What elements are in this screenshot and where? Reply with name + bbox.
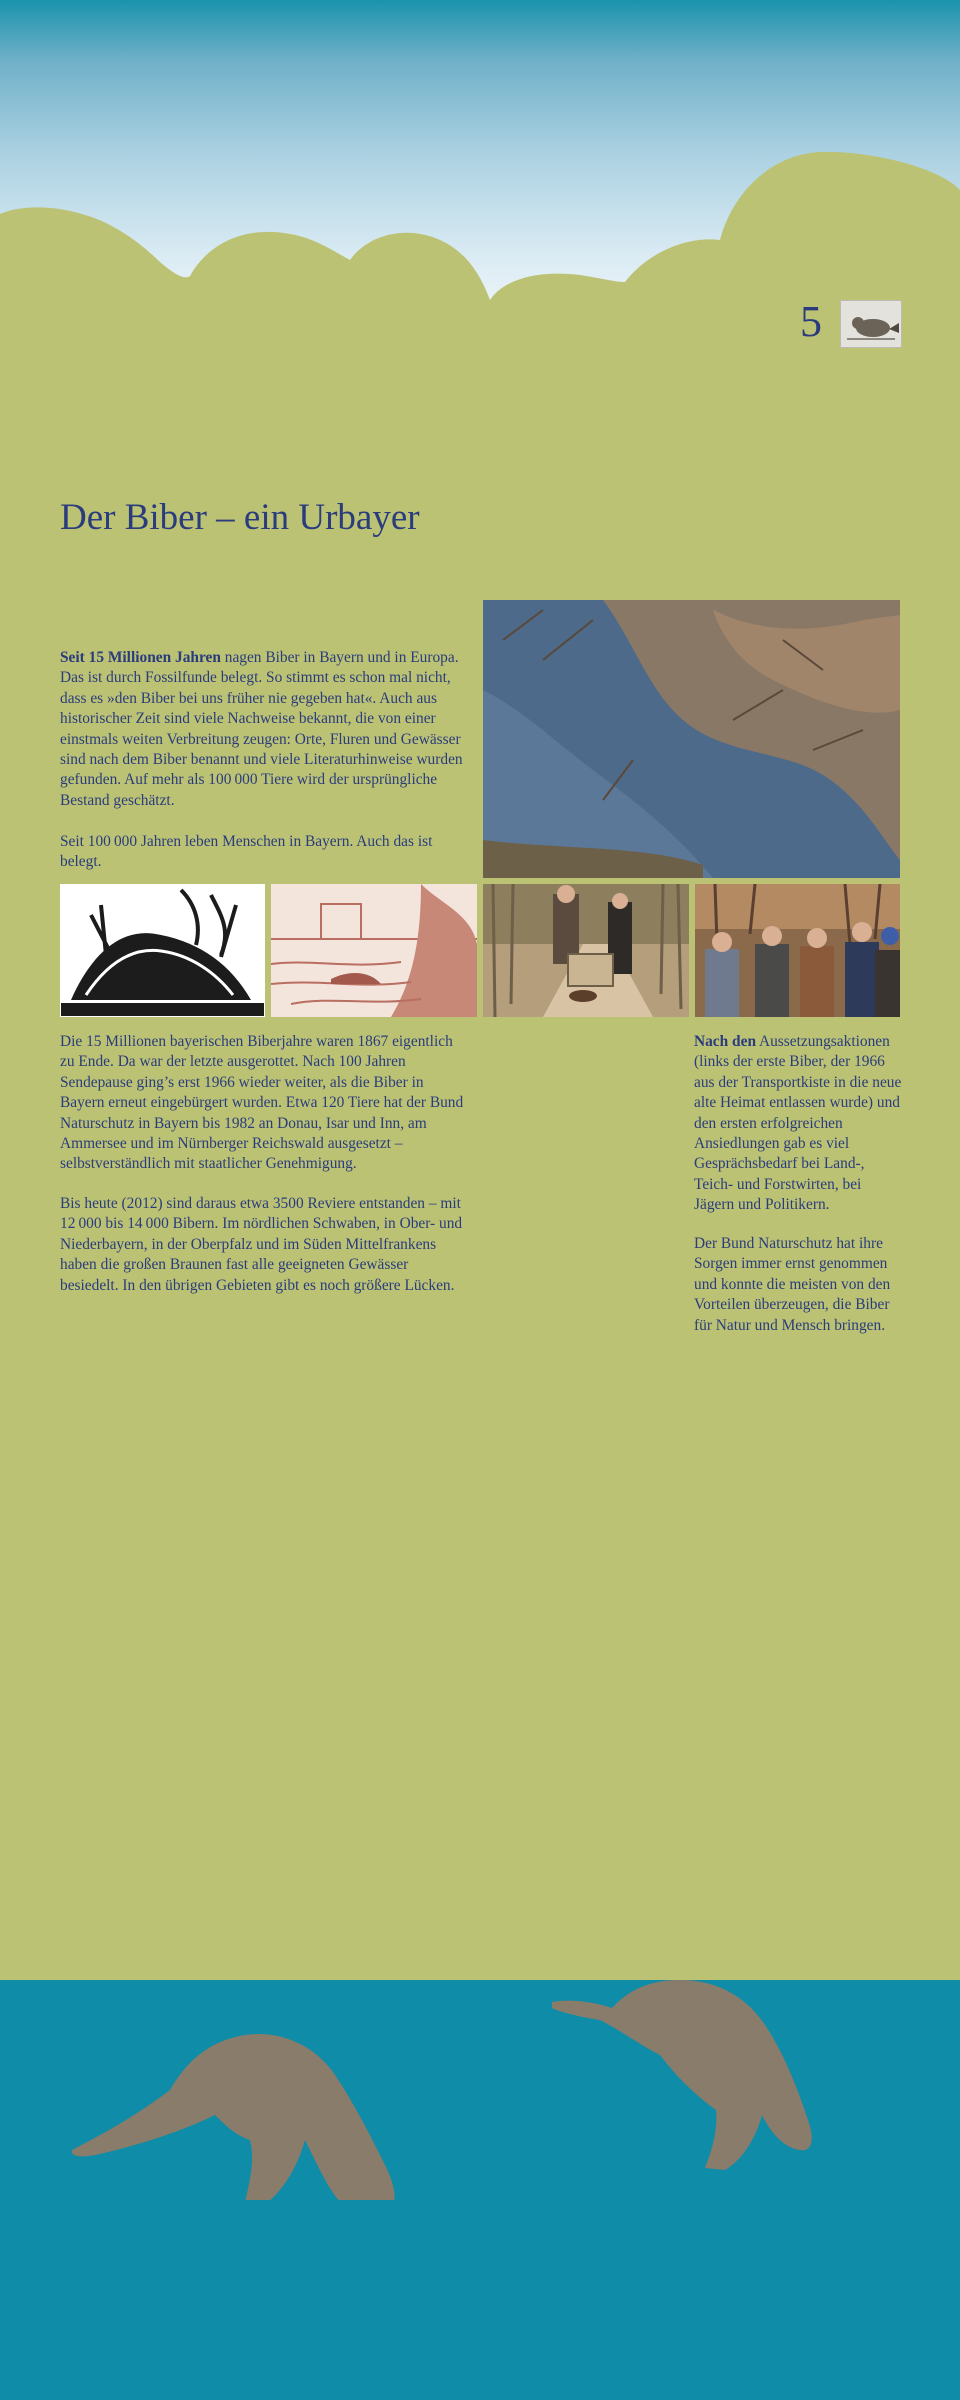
intro-lead: Seit 15 Millionen Jahren bbox=[60, 649, 221, 666]
historic-beaver-engraving bbox=[271, 884, 477, 1017]
transport-crate-release-photo bbox=[483, 884, 689, 1017]
swimming-beavers-silhouettes bbox=[0, 1940, 960, 2200]
beaver-right-silhouette bbox=[552, 1980, 812, 2170]
panel-title: Der Biber – ein Urbayer bbox=[60, 497, 420, 538]
beaver-badge-icon bbox=[840, 300, 902, 348]
caption-text: Aussetzungsaktionen (links der erste Biber, der 1966 aus der Transportkiste in die neue alte Heimat entlassen wurde) und den ersten erfolgreichen Ansiedlungen gab es viel Gesprächsbedarf bei Land-, Teich- und Forstwirten, bei Jägern und Politikern. bbox=[694, 1033, 902, 1214]
history-paragraph: Die 15 Millionen bayerischen Biberjahre waren 1867 eigentlich zu Ende. Da war der letzte ausgerottet. Nach 100 Jahren Sendepause ging’s erst 1966 wieder weiter, als die Biber in Bayern erneut eingebürgert wurden. Etwa 120 Tiere hat der Bund Naturschutz in Bayern bis 1982 an Donau, Isar und Inn, am Ammersee und im Nürnberger Reichswald ausgesetzt – selbstverständlich mit staatlicher Genehmigung. bbox=[60, 1033, 464, 1173]
bund-naturschutz-paragraph: Der Bund Naturschutz hat ihre Sorgen immer ernst genommen und konnte die meisten von den Vorteilen überzeugen, die Biber für Natur und Mensch bringen. bbox=[694, 1235, 891, 1334]
group-discussion-photo bbox=[695, 884, 900, 1017]
beaver-left-silhouette bbox=[72, 2034, 395, 2200]
intro-paragraph bbox=[60, 648, 470, 811]
caption-lead: Nach den bbox=[694, 1033, 756, 1050]
intro-text: nagen Biber in Bayern und in Europa. Das ist durch Fossilfunde belegt. So stimmt es schon mal nicht, dass es »den Biber bei uns früher nie gegeben hat«. Auch aus historischer Zeit sind viele Nachweise bekannt, die von einer einstmals weiten Verbreitung zeugen: Orte, Fluren und Gewässer sind nach dem Biber benannt und viele Literaturhinweise wurden gefunden. Auf mehr als 100 000 Tiere wird der ursprüngliche Bestand geschätzt. bbox=[60, 649, 463, 809]
humans-paragraph: Seit 100 000 Jahren leben Menschen in Bayern. Auch das ist belegt. bbox=[60, 833, 433, 871]
caption-paragraph bbox=[694, 1032, 904, 1216]
page-number: 5 bbox=[800, 297, 822, 346]
woodcut-beaver-image bbox=[60, 884, 265, 1017]
today-paragraph: Bis heute (2012) sind daraus etwa 3500 Reviere entstanden – mit 12 000 bis 14 000 Bibern. Im nördlichen Schwaben, in Ober- und Niederbayern, in der Oberpfalz und im Süden Mittelfrankens haben die großen Braunen fast alle geeigneten Gewässer besiedelt. In den übrigen Gebieten gibt es noch größere Lücken. bbox=[60, 1195, 463, 1294]
aerial-river-photo bbox=[483, 600, 900, 878]
